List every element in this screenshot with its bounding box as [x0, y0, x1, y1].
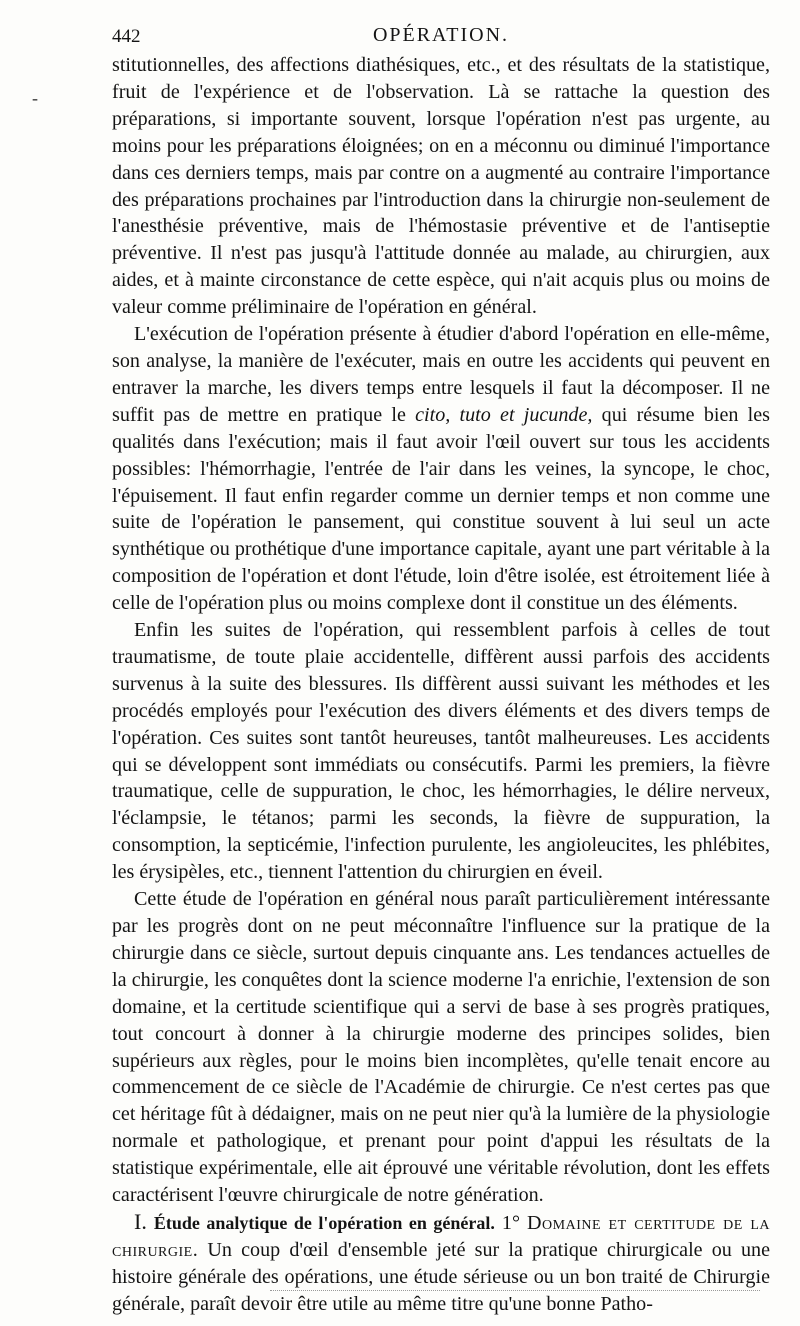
paragraph-2-rest: qui résume bien les qualités dans l'exécution; mais il faut avoir l'œil ouvert sur tous les accidents possibles: l'hémorrhagie, l'entrée de l'air dans les veines, la syncope, le choc, l'épuisement. Il faut enfin regarder comme un dernier temps et non comme une suite de l'opération le pansement, qui constitue souvent à lui seul un acte synthétique ou prothétique d'une importance capitale, ayant une part véritable à la composition de l'opération et dont l'étude, loin d'être isolée, est étroitement liée à celle de l'opération plus ou moins complexe dont il constitue un des éléments. [112, 403, 770, 615]
paragraph-4: Cette étude de l'opération en général nous paraît particulièrement intéressante par les progrès dont on ne peut méconnaître l'influence sur la pratique de la chirurgie dans ce siècle, surtout depuis cinquante ans. Les tendances actuelles de la chirurgie, les conquêtes dont la science moderne l'a enrichie, l'extension de son domaine, et la certitude scientifique qui a servi de base à ses progrès pratiques, tout concourt à donner à la chirurgie moderne des principes solides, bien supérieurs aux règles, pour le moins bien incomplètes, qu'elle tenait encore au commencement de ce siècle de l'Académie de chirurgie. Ce n'est certes pas que cet héritage fût à dédaigner, mais on ne peut nier qu'à la lumière de la physiologie normale et pathologique, et prenant pour point d'appui les résultats de la statistique expérimentale, elle ait éprouvé une véritable révolution, dont les effets caractérisent l'œuvre chirurgicale de notre génération. [112, 888, 770, 1207]
section-title: Étude analytique de l'opération en général. [153, 1212, 495, 1233]
paragraph-3: Enfin les suites de l'opération, qui ressemblent parfois à celles de tout traumatisme, de toute plaie accidentelle, diffèrent aussi parfois des accidents survenus à la suite des blessures. Ils diffèrent aussi suivant les méthodes et les procédés employés pour l'exécution des divers éléments et des divers temps de l'opération. Ces suites sont tantôt heureuses, tantôt malheureuses. Les accidents qui se développent sont immédiats ou consécutifs. Parmi les premiers, la fièvre traumatique, celle de suppuration, le choc, les hémorrhagies, le délire nerveux, l'éclampsie, le tétanos; parmi les seconds, la fièvre de suppuration, la consomption, la septicémie, l'infection purulente, les angioleucites, les phlébites, les érysipèles, etc., tiennent l'attention du chirurgien en éveil. [112, 619, 770, 884]
running-title: OPÉRATION. [372, 24, 510, 46]
paragraph-1: stitutionnelles, des affections diathésiques, etc., et des résultats de la statistique, fruit de l'expérience et de l'observation. Là se rattache la question des préparations, si importante souvent, lorsque l'opération n'est pas urgente, au moins pour les préparations éloignées; on en a méconnu ou diminué l'importance dans ces derniers temps, mais par contre on a augmenté au contraire l'importance des préparations prochaines par l'introduction dans la chirurgie non-seulement de l'anesthésie préventive, mais de l'hémostasie préventive et de l'antiseptie préventive. Il n'est pas jusqu'à l'attitude donnée au malade, au chirurgien, aux aides, et à mainte circonstance de cette espèce, qui n'ait acquis plus ou moins de valeur comme préliminaire de l'opération en général. [112, 54, 770, 319]
body-text [112, 52, 770, 1318]
subsection-number: 1° [501, 1211, 520, 1234]
paragraph-2-start: L'exécution de l'opération présente à étudier d'abord l'opération en elle-même, son analyse, la manière de l'exécuter, mais en outre les accidents qui peuvent en entraver la marche, les divers temps entre lesquels il faut la décomposer. Il ne suffit pas de mettre en pratique le [112, 323, 770, 426]
subsection-title: Domaine et certitude de la chirurgie. [112, 1211, 770, 1261]
latin-phrase: cito, tuto et jucunde, [415, 403, 593, 426]
section-text: Un coup d'œil d'ensemble jeté sur la pratique chirurgicale ou une histoire générale des opérations, une étude sérieuse ou un bon traité de Chirurgie générale, paraît devoir être utile au même titre qu'une bonne Patho- [112, 1238, 770, 1315]
running-head [112, 22, 770, 52]
margin-mark: - [32, 88, 38, 108]
section-number: I. [134, 1208, 147, 1234]
section-heading-paragraph [112, 1209, 770, 1318]
footer-rule [270, 1290, 760, 1291]
page-number: 442 [112, 26, 141, 47]
paragraph-2 [112, 321, 770, 617]
